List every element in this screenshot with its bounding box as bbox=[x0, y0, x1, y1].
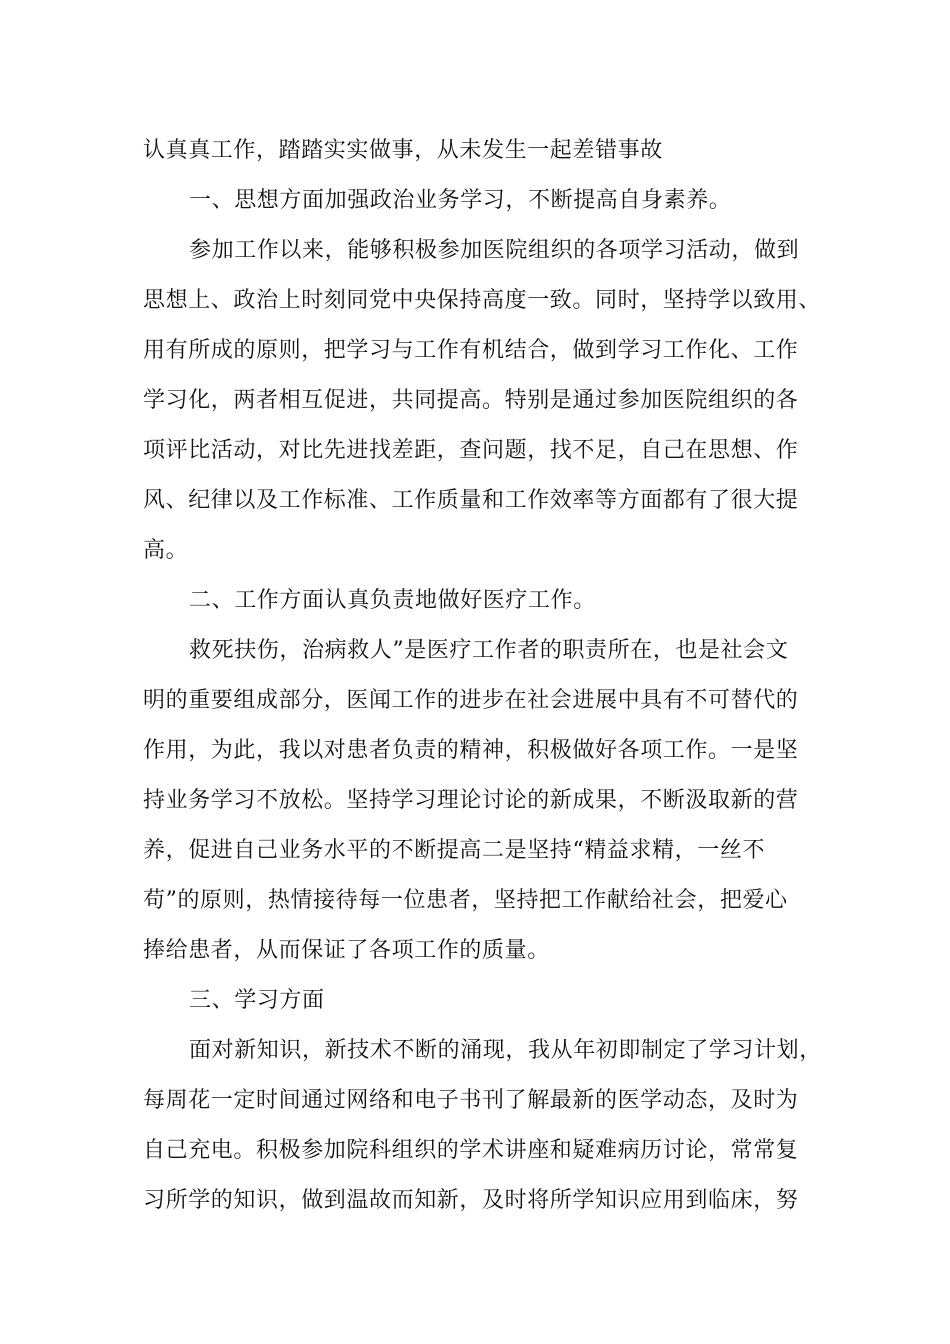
text-line: 风、纪律以及工作标准、工作质量和工作效率等方面都有了很大提 bbox=[143, 488, 799, 513]
text-line: 自己充电。积极参加院科组织的学术讲座和疑难病历讨论，常常复 bbox=[143, 1138, 799, 1163]
text-line: 参加工作以来，能够积极参加医院组织的各项学习活动，做到 bbox=[189, 238, 800, 263]
text-line: 学习化，两者相互促进，共同提高。特别是通过参加医院组织的各 bbox=[143, 388, 799, 413]
text-line: 苟”的原则，热情接待每一位患者，坚持把工作献给社会，把爱心 bbox=[143, 888, 788, 913]
text-line: 明的重要组成部分，医闻工作的进步在社会进展中具有不可替代的 bbox=[143, 688, 799, 713]
text-line: 面对新知识，新技术不断的涌现，我从年初即制定了学习计划， bbox=[189, 1038, 822, 1063]
section-heading-3: 三、学习方面 bbox=[189, 988, 325, 1013]
text-line: 养，促进自己业务水平的不断提高二是坚持“精益求精，一丝不 bbox=[143, 838, 766, 863]
section-heading-2: 二、工作方面认真负责地做好医疗工作。 bbox=[189, 588, 596, 613]
text-line: 思想上、政治上时刻同党中央保持高度一致。同时，坚持学以致用、 bbox=[143, 288, 822, 313]
text-line: 每周花一定时间通过网络和电子书刊了解最新的医学动态，及时为 bbox=[143, 1088, 799, 1113]
text-line: 用有所成的原则，把学习与工作有机结合，做到学习工作化、工作 bbox=[143, 338, 799, 363]
text-line: 习所学的知识，做到温故而知新，及时将所学知识应用到临床，努 bbox=[143, 1188, 799, 1213]
section-heading-1: 一、思想方面加强政治业务学习，不断提高自身素养。 bbox=[189, 188, 732, 213]
text-line: 项评比活动，对比先进找差距，查问题，找不足，自己在思想、作 bbox=[143, 438, 799, 463]
text-line: 救死扶伤，治病救人”是医疗工作者的职责所在，也是社会文 bbox=[189, 638, 789, 663]
text-line: 作用，为此，我以对患者负责的精神，积极做好各项工作。一是坚 bbox=[143, 738, 799, 763]
document-body bbox=[143, 126, 833, 1226]
text-line: 持业务学习不放松。坚持学习理论讨论的新成果，不断汲取新的营 bbox=[143, 788, 799, 813]
text-line: 捧给患者，从而保证了各项工作的质量。 bbox=[143, 938, 550, 963]
text-line: 高。 bbox=[143, 538, 189, 563]
text-line: 认真真工作，踏踏实实做事，从未发生一起差错事故 bbox=[143, 138, 663, 163]
